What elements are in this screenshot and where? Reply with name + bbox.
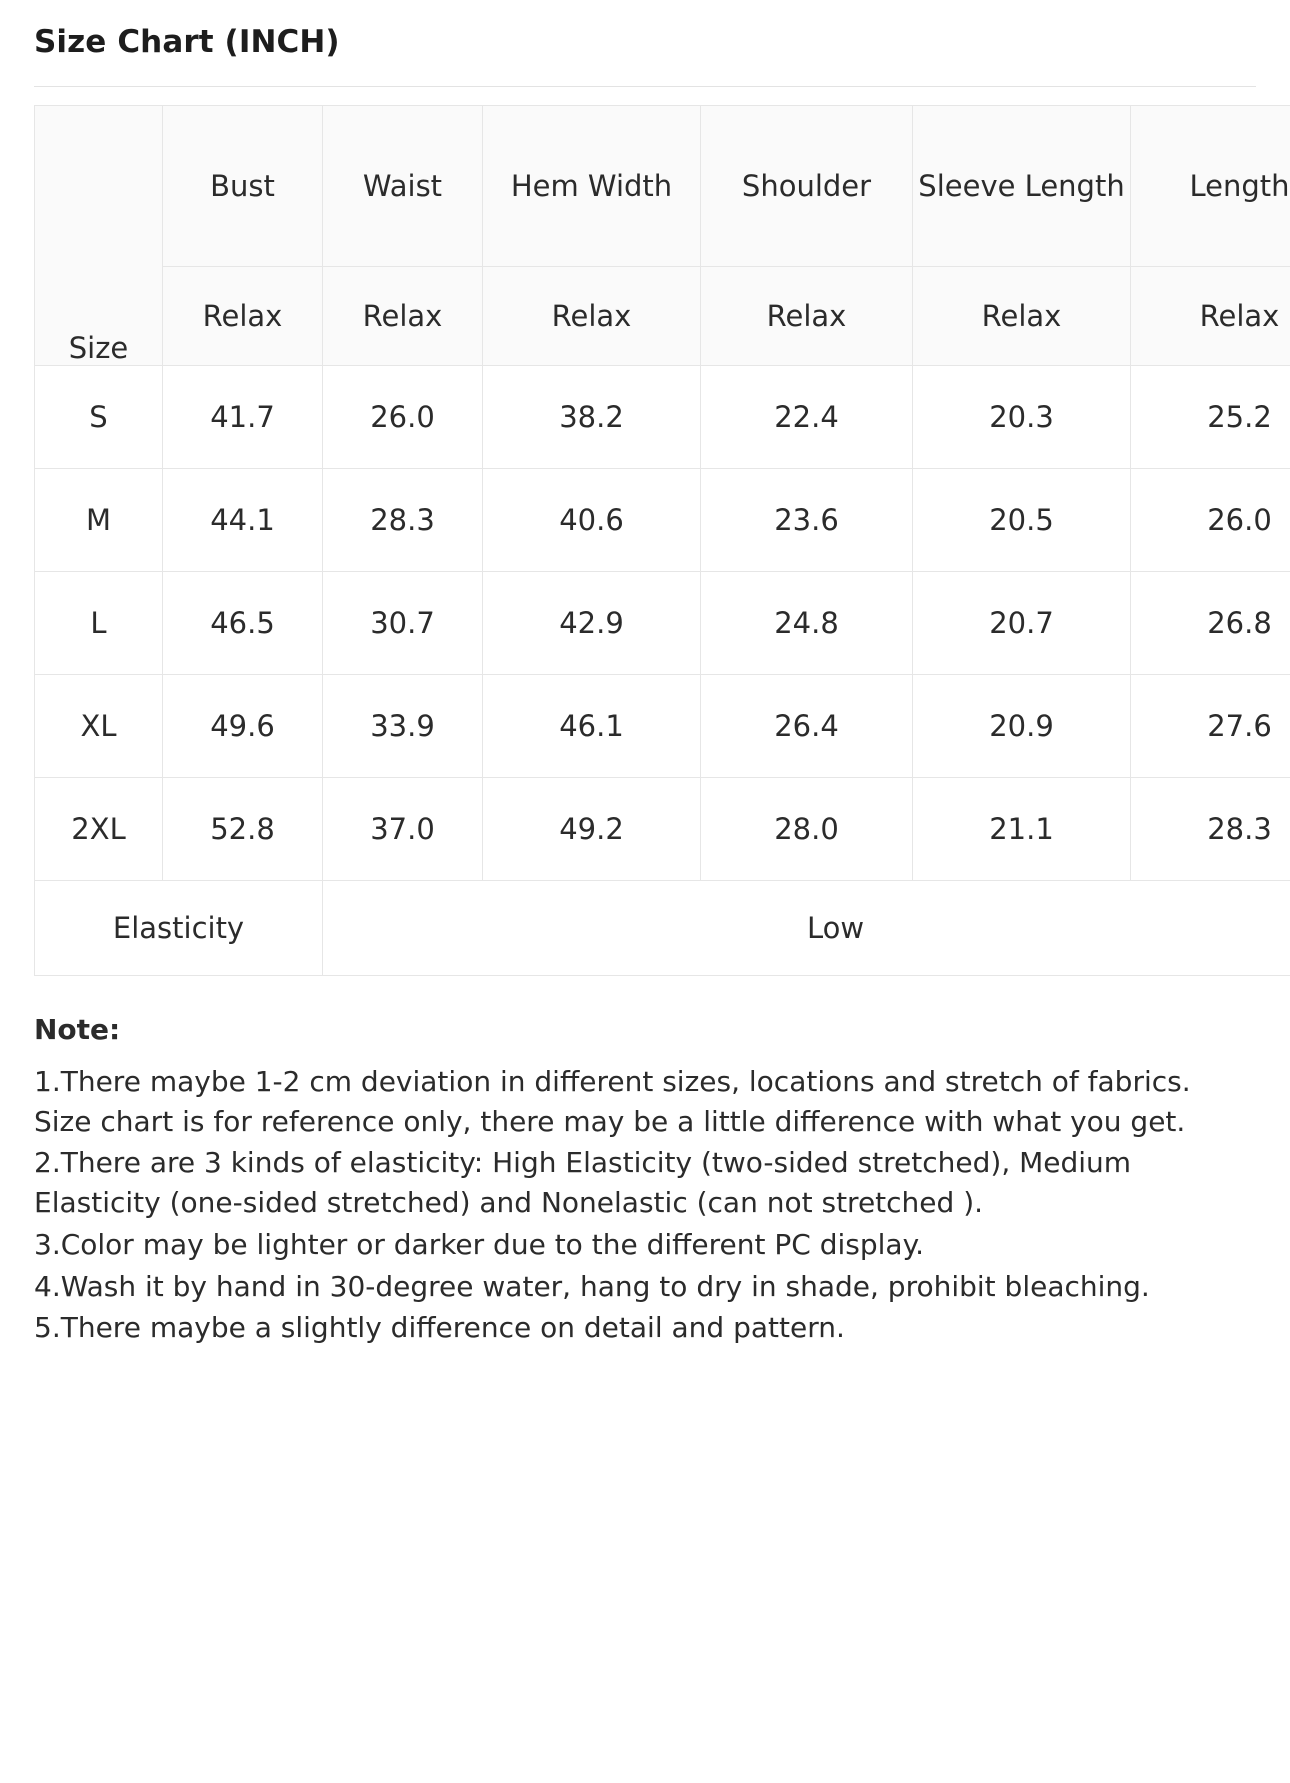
table-row bbox=[35, 366, 1290, 469]
cell-bust: 49.6 bbox=[163, 675, 323, 778]
header-row-measurements bbox=[35, 106, 1290, 267]
cell-shoulder: 23.6 bbox=[701, 469, 913, 572]
notes-heading: Note: bbox=[34, 1013, 121, 1046]
row-size-label: XL bbox=[35, 675, 163, 778]
cell-hem-width: 46.1 bbox=[483, 675, 701, 778]
cell-waist: 26.0 bbox=[323, 366, 483, 469]
subheader-waist-relax: Relax bbox=[323, 267, 483, 366]
cell-bust: 52.8 bbox=[163, 778, 323, 881]
cell-hem-width: 42.9 bbox=[483, 572, 701, 675]
cell-waist: 30.7 bbox=[323, 572, 483, 675]
note-line: 5.There maybe a slightly difference on detail and pattern. bbox=[34, 1311, 845, 1345]
cell-hem-width: 40.6 bbox=[483, 469, 701, 572]
page-title: Size Chart (INCH) bbox=[34, 24, 340, 60]
cell-waist: 37.0 bbox=[323, 778, 483, 881]
cell-length: 27.6 bbox=[1131, 675, 1290, 778]
row-size-label: L bbox=[35, 572, 163, 675]
cell-shoulder: 22.4 bbox=[701, 366, 913, 469]
header-shoulder: Shoulder bbox=[701, 106, 913, 267]
subheader-sleeve-length-relax: Relax bbox=[913, 267, 1131, 366]
cell-sleeve-length: 21.1 bbox=[913, 778, 1131, 881]
table-row bbox=[35, 469, 1290, 572]
cell-hem-width: 38.2 bbox=[483, 366, 701, 469]
subheader-hem-width-relax: Relax bbox=[483, 267, 701, 366]
cell-bust: 41.7 bbox=[163, 366, 323, 469]
cell-bust: 44.1 bbox=[163, 469, 323, 572]
table-row bbox=[35, 778, 1290, 881]
table-head bbox=[35, 106, 1290, 366]
cell-length: 25.2 bbox=[1131, 366, 1290, 469]
row-size-label: S bbox=[35, 366, 163, 469]
note-line: 1.There maybe 1-2 cm deviation in different sizes, locations and stretch of fabrics. Size chart is for reference only, there may be a little difference with what you get. bbox=[34, 1064, 1191, 1138]
notes-section bbox=[34, 1010, 1256, 1348]
table-row bbox=[35, 675, 1290, 778]
note-line: 4.Wash it by hand in 30-degree water, hang to dry in shade, prohibit bleaching. bbox=[34, 1269, 1150, 1303]
size-chart-table bbox=[34, 105, 1290, 976]
cell-length: 26.0 bbox=[1131, 469, 1290, 572]
header-bust: Bust bbox=[163, 106, 323, 267]
cell-waist: 28.3 bbox=[323, 469, 483, 572]
note-line: 2.There are 3 kinds of elasticity: High Elasticity (two-sided stretched), Medium Elasticity (one-sided stretched) and Nonelastic (can not stretched ). bbox=[34, 1146, 1132, 1219]
cell-sleeve-length: 20.3 bbox=[913, 366, 1131, 469]
header-waist: Waist bbox=[323, 106, 483, 267]
header-row-fit bbox=[35, 267, 1290, 366]
header-hem-width: Hem Width bbox=[483, 106, 701, 267]
table-row bbox=[35, 572, 1290, 675]
subheader-length-relax: Relax bbox=[1131, 267, 1290, 366]
header-size: Size bbox=[35, 106, 163, 366]
row-size-label: M bbox=[35, 469, 163, 572]
table-body bbox=[35, 366, 1290, 976]
cell-length: 28.3 bbox=[1131, 778, 1290, 881]
cell-sleeve-length: 20.9 bbox=[913, 675, 1131, 778]
elasticity-value: Low bbox=[323, 881, 1290, 976]
header-length: Length bbox=[1131, 106, 1290, 267]
cell-length: 26.8 bbox=[1131, 572, 1290, 675]
table-row-elasticity bbox=[35, 881, 1290, 976]
row-size-label: 2XL bbox=[35, 778, 163, 881]
cell-shoulder: 26.4 bbox=[701, 675, 913, 778]
header-sleeve-length: Sleeve Length bbox=[913, 106, 1131, 267]
cell-shoulder: 28.0 bbox=[701, 778, 913, 881]
cell-waist: 33.9 bbox=[323, 675, 483, 778]
cell-bust: 46.5 bbox=[163, 572, 323, 675]
cell-sleeve-length: 20.5 bbox=[913, 469, 1131, 572]
note-line: 3.Color may be lighter or darker due to the different PC display. bbox=[34, 1227, 925, 1261]
subheader-bust-relax: Relax bbox=[163, 267, 323, 366]
title-divider bbox=[34, 86, 1256, 87]
cell-hem-width: 49.2 bbox=[483, 778, 701, 881]
subheader-shoulder-relax: Relax bbox=[701, 267, 913, 366]
cell-shoulder: 24.8 bbox=[701, 572, 913, 675]
elasticity-label: Elasticity bbox=[35, 881, 323, 976]
cell-sleeve-length: 20.7 bbox=[913, 572, 1131, 675]
